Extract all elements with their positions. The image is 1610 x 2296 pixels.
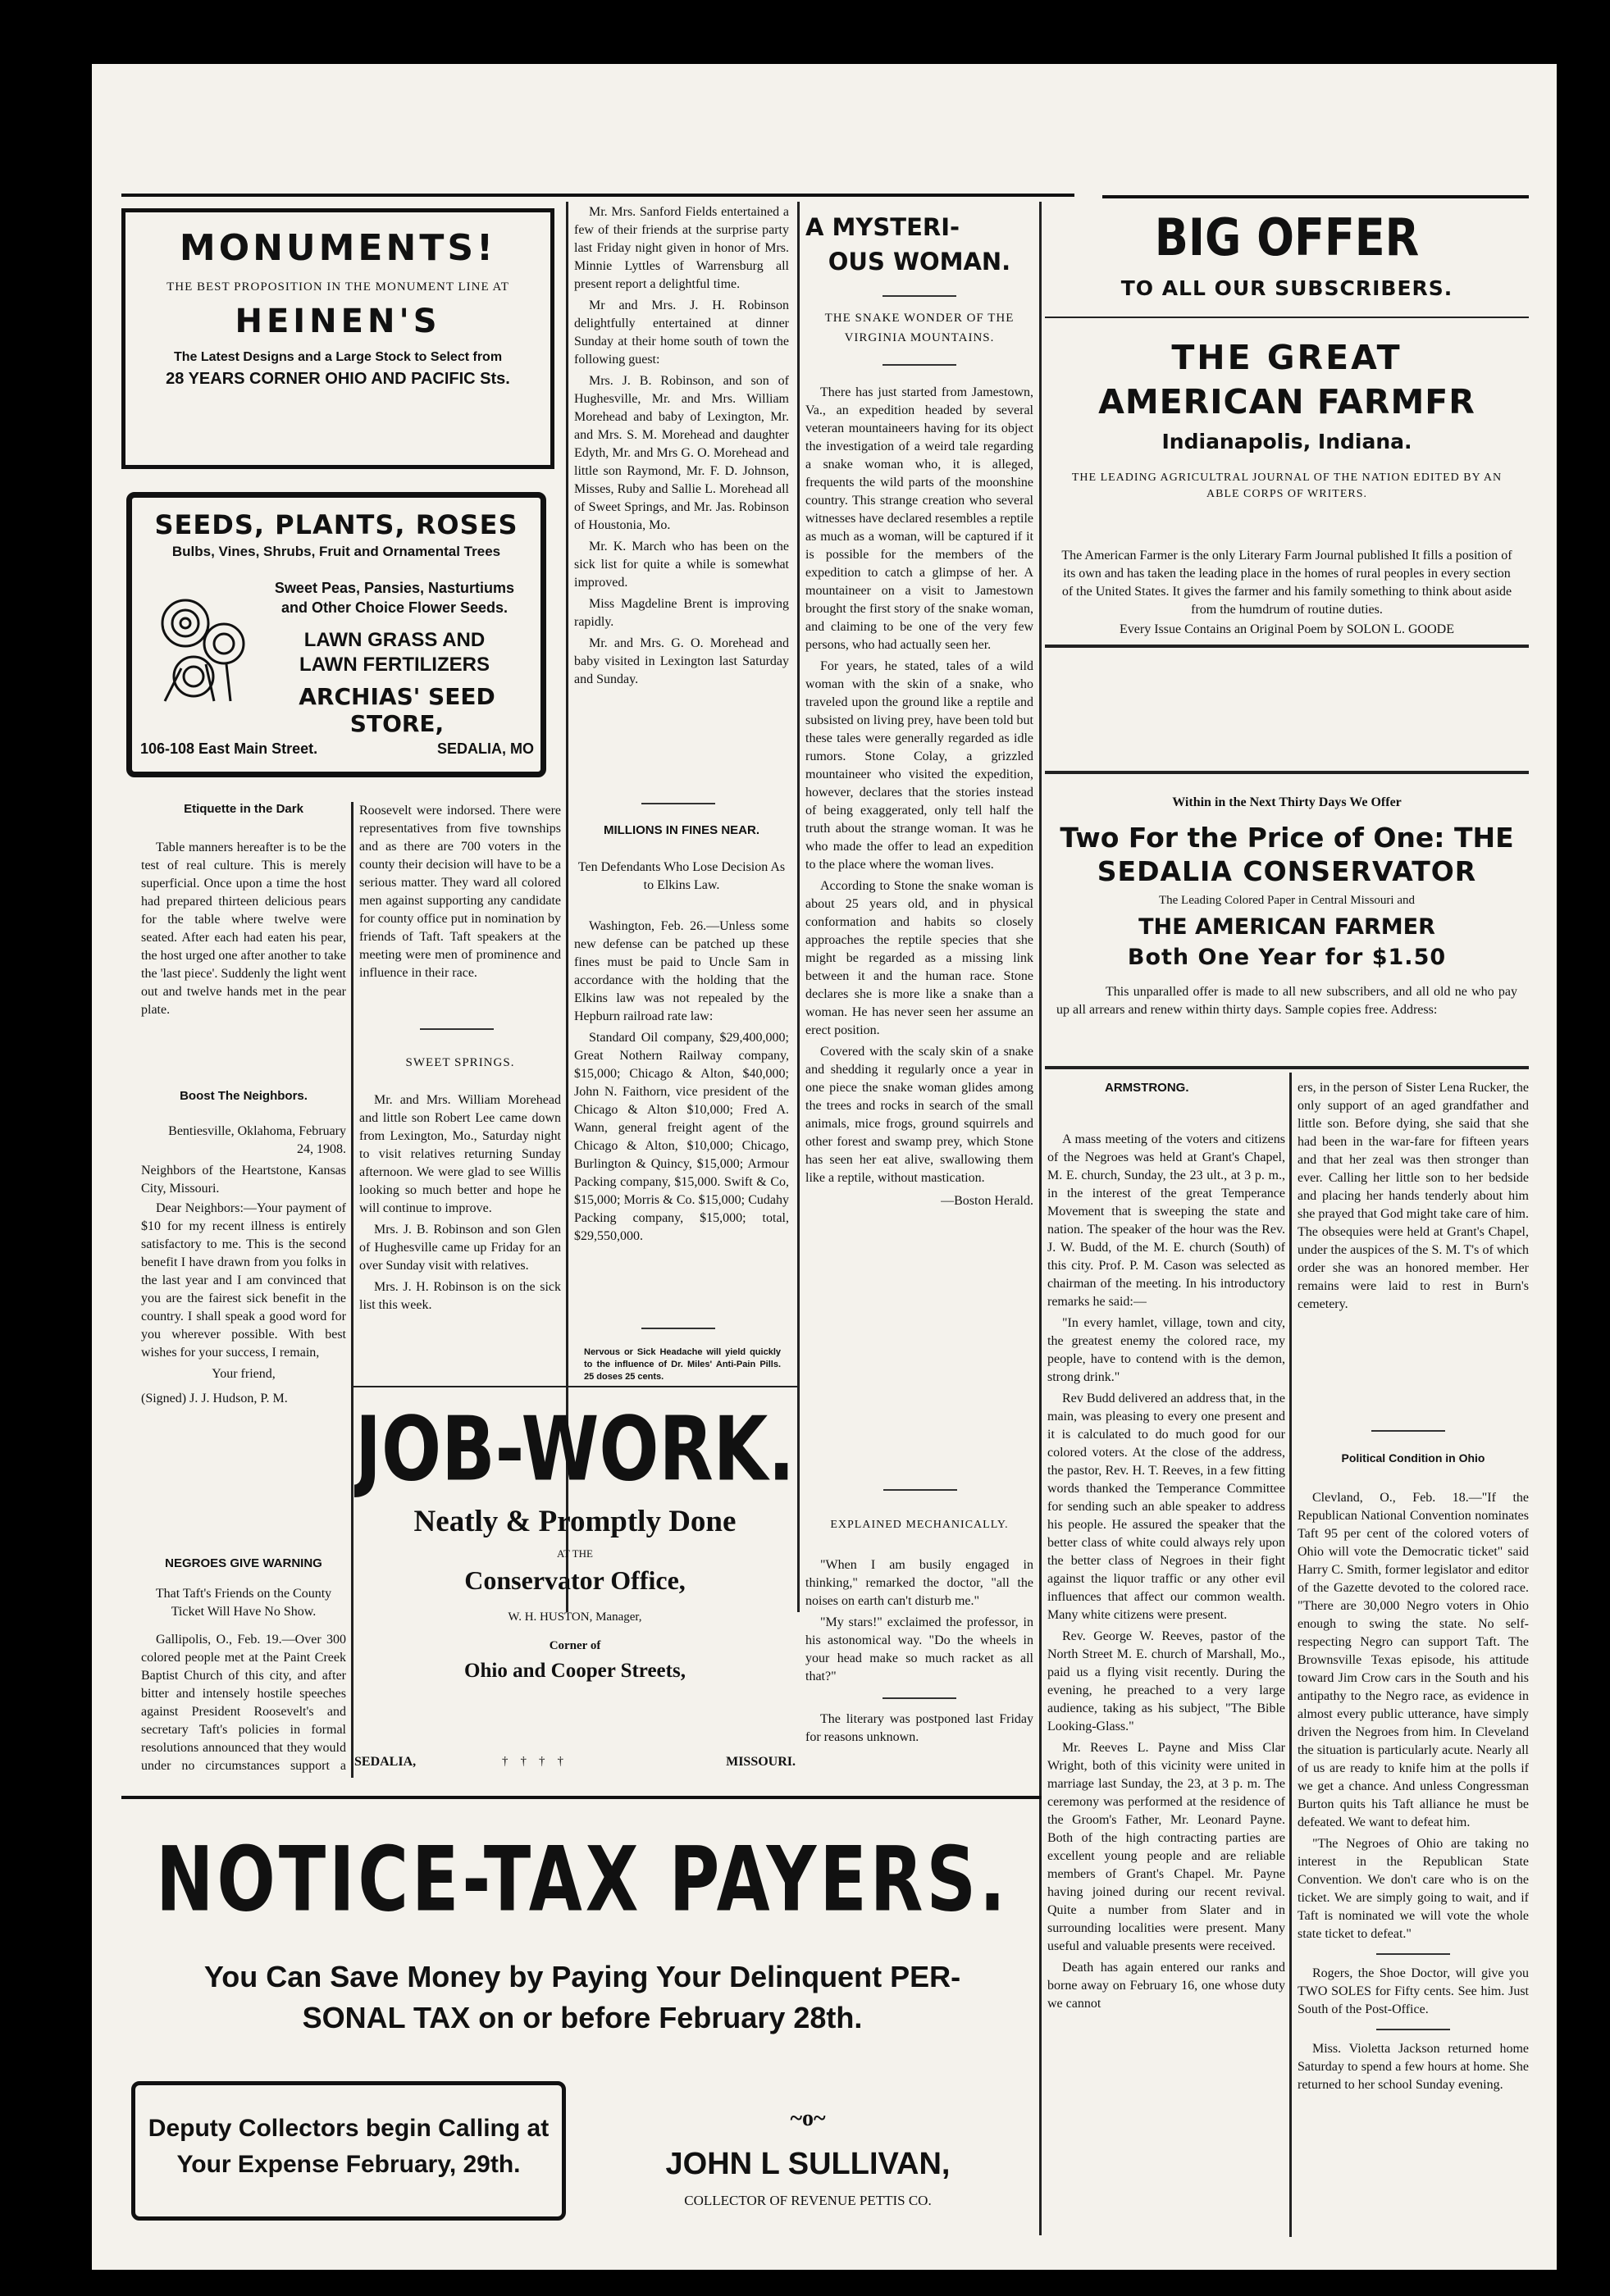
sweet-springs-title: SWEET SPRINGS. <box>405 1056 515 1069</box>
newspaper-page <box>92 64 1557 2270</box>
explained-title: EXPLAINED MECHANICALLY. <box>830 1519 1009 1531</box>
jobwork-line6: Ohio and Cooper Streets, <box>464 1660 686 1682</box>
political-p1: Clevland, O., Feb. 18.—"If the Republican National Convention nominates Taft 95 per cent of the colored voters of Ohio will vote the Democratic ticket" said Harry C. Smith, former legislator and editor of the Gazette devoted to the colored race. "There are 30,000 Negro voters in Ohio enough to swing the state. No self-respecting Negro can support Taft. The Brownsville Texas episode, his attitude toward Jim Crow cars in the South and his antipathy to the Negro race, as evidence in almost every public utterance, have simply driven the Negroes from him. In Cleveland the situation is particularly acute. Nearly all of us are ready to knife him at the polls if we get a chance. And unless Congressman Burton quits his Taft alliance he must be defeated. We want to defeat him. <box>1298 1491 1529 1829</box>
collector-office: COLLECTOR OF REVENUE PETTIS CO. <box>684 2193 932 2208</box>
millions-subtitle: Ten Defendants Who Lose Decision As to Elkins Law. <box>577 860 786 892</box>
negroes-warning-title: NEGROES GIVE WARNING <box>165 1556 322 1570</box>
two-for-one-offer <box>1045 786 1529 1064</box>
separator <box>1376 1953 1450 1955</box>
monuments-line3: 28 YEARS CORNER OHIO AND PACIFIC Sts. <box>166 370 510 388</box>
seeds-line3: and Other Choice Flower Seeds. <box>280 599 509 616</box>
negroes-warning-subtitle: That Taft's Friends on the County Ticket Will Have No Show. <box>155 1587 332 1619</box>
boost-dateline: Bentiesville, Oklahoma, February 24, 1908. <box>168 1124 346 1156</box>
armstrong-article <box>1047 1081 1285 2237</box>
sweet-springs-p3: Mrs. J. H. Robinson is on the sick list this week. <box>359 1280 561 1312</box>
big-offer-place: Indianapolis, Indiana. <box>1161 430 1412 453</box>
big-offer-paper2: AMERICAN FARMFR <box>1098 382 1475 421</box>
tax-title: NOTICE-TAX PAYERS. <box>156 1827 1009 1932</box>
etiquette-article <box>141 802 346 1064</box>
boost-closing: Your friend, <box>212 1367 276 1381</box>
seeds-address: 106-108 East Main Street. <box>140 740 318 757</box>
seeds-line2: Sweet Peas, Pansies, Nasturtiums <box>274 580 515 596</box>
political-article <box>1298 1442 1529 2237</box>
big-offer-title: BIG OFFER <box>1154 207 1420 267</box>
social-p5: Miss Magdeline Brent is improving rapidly. <box>574 597 789 629</box>
negroes-warning-text: Gallipolis, O., Feb. 19.—Over 300 colored people met at the Paint Creek Baptist Church of this city, and after bitter and intensely hostile speeches against President Roosevelt's and secretary Taft's policies in formal resolutions announced that they would under no circumstances support a <box>141 1633 346 1773</box>
monuments-line2: The Latest Designs and a Large Stock to Select from <box>173 350 503 364</box>
col6-top-text: ers, in the person of Sister Lena Rucker, the only support of an aged grandfather and little son. Before dying, she said that she had been in the war-fare for fifteen years and that her zeal was then stronger than ever. Calling her little son to her bedside and placing her hands tenderly about him she prayed that God might take care of him. The obsequies were held at Grant's Chapel, under the auspices of the S. M. T's of which order she was an honored member. Her remains were laid to rest in Burn's cemetery. <box>1298 1081 1529 1311</box>
big-offer-subtitle: TO ALL OUR SUBSCRIBERS. <box>1120 276 1453 300</box>
rule <box>1045 645 1529 648</box>
deputy-box <box>131 2081 566 2221</box>
big-offer-poem: Every Issue Contains an Original Poem by SOLON L. GOODE <box>1120 622 1454 636</box>
separator <box>883 1697 956 1699</box>
social-p1: Mr. Mrs. Sanford Fields entertained a few of their friends at the surprise party last Friday night given in honor of Mrs. Minnie Lyttles of Warrensburg all present report a delightful time. <box>574 205 789 291</box>
armstrong-p4: Rev. George W. Reeves, pastor of the North Street M. E. church of Marshall, Mo., paid us a flying visit recently. During the evening, he preached to a very large audience, taking as his subject, "The Bible Looking-Glass." <box>1047 1629 1285 1733</box>
mysterious-subtitle: THE SNAKE WONDER OF THE VIRGINIA MOUNTAINS. <box>824 312 1015 344</box>
millions-list: Standard Oil company, $29,400,000; Great Nothern Railway company, $15,000; Chicago & Alton, $40,000; John N. Faithorn, vice president of the Chicago & Alton $10,000; Fred A. Wann, general freight agent of the Chicago & Alton, $10,000; Chicago, Burlington & Quincy, $15,000; Armour Packing company, $15,000. Swift & Co, $15,000; Morris & Co. $15,000; Cudahy Packing company, $15,000; total, $29,550,000. <box>574 1031 789 1243</box>
miles-ad: Nervous or Sick Headache will yield quickly to the influence of Dr. Miles' Anti-Pain Pills. 25 doses 25 cents. <box>584 1347 781 1382</box>
separator <box>1376 2029 1450 2030</box>
separator <box>641 803 715 804</box>
seeds-title: SEEDS, PLANTS, ROSES <box>154 509 518 540</box>
rule <box>1045 317 1529 318</box>
mysterious-p3: According to Stone the snake woman is about 25 years old, and in physical conformation and habits so closely approaches the reptile species that she might be regarded as a missing link between it and the human race. Stone declares she is more like a snake than a woman. He has never seen her assume an erect position. <box>805 879 1033 1037</box>
seeds-line4: LAWN GRASS AND <box>303 629 486 651</box>
separator <box>641 1328 715 1329</box>
boost-title: Boost The Neighbors. <box>180 1089 308 1103</box>
explained-p1: "When I am busily engaged in thinking," remarked the doctor, "all the noises on earth can't disturb me." <box>805 1558 1033 1608</box>
jobwork-ad <box>354 1394 796 1779</box>
roosevelt-continued <box>359 802 561 1048</box>
big-offer-desc: THE LEADING AGRICULTRAL JOURNAL OF THE NATION EDITED BY AN ABLE CORPS OF WRITERS. <box>1071 472 1503 500</box>
seeds-city: SEDALIA, MO <box>436 740 534 757</box>
rucker-continued <box>1298 1079 1529 1415</box>
jobwork-title: JOB-WORK. <box>355 1398 795 1501</box>
negroes-warning-article <box>141 1556 346 1778</box>
boost-signature: (Signed) J. J. Hudson, P. M. <box>141 1392 288 1405</box>
separator <box>883 364 956 366</box>
boost-article <box>141 1089 346 1548</box>
top-rule-right <box>1102 195 1529 198</box>
jobwork-line4: W. H. HUSTON, Manager, <box>508 1610 642 1624</box>
explained-article <box>805 1499 1033 1786</box>
jobwork-top-rule <box>351 1386 798 1387</box>
tax-line2: SONAL TAX on or before February 28th. <box>302 2001 863 2034</box>
monuments-name: HEINEN'S <box>235 303 441 340</box>
column-rule <box>1289 1073 1292 2237</box>
armstrong-p3: Rev Budd delivered an address that, in the main, was pleasing to every one present and it is calculated to do much good for our colored voters. At the close of the address, the pastor, Rev. H. T. Reeves, in a few fitting words thanked the Temperance Committee for sending such an able speaker to address his people. He assured the speaker that the better class of white could always rely upon the better class of Negroes in their fight against the liquor traffic or any other evil influences that affect our common wealth. Many white citizens were present. <box>1047 1392 1285 1622</box>
offer2-line4: The Leading Colored Paper in Central Missouri and <box>1158 894 1415 907</box>
armstrong-p2: "In every hamlet, village, town and city, the greatest enemy the colored race, my people, have to contend with is the demon, strong drink." <box>1047 1316 1285 1384</box>
top-rule <box>121 194 1074 197</box>
seeds-line1: Bulbs, Vines, Shrubs, Fruit and Ornamental Trees <box>171 544 501 559</box>
millions-article <box>574 812 789 1320</box>
jobwork-line5: Corner of <box>549 1639 601 1652</box>
mysterious-p4: Covered with the scaly skin of a snake and shedding it regularly once a year in one piece the snake woman glides among the trees and rocks in search of the small animals, mice frogs, ground squirrels and other forest and swamp prey, which Stone has seen her eat alive, swallowing them like a reptile, without mastication. <box>805 1045 1033 1185</box>
political-p2: "The Negroes of Ohio are taking no interest in the Republican State Convention. We don't care who is on the ticket. We are simply going to wait, and if Taft is nominated we will vote the whole state ticket to defeat." <box>1298 1837 1529 1941</box>
social-p3: Mrs. J. B. Robinson, and son of Hughesville, Mr. and Mrs. William Morehead and baby of Lexington, Mr. and Mrs. S. M. Morehead and daughter Edyth, Mr. and Mrs G. O. Morehead and little son Raymond, Mr. F. D. Johnson, Misses, Ruby and Sallie L. Morehead all of Sweet Springs, and Mr. Jas. Robinson of Houstonia, Mo. <box>574 374 789 532</box>
armstrong-p5: Mr. Reeves L. Payne and Miss Clar Wright, both of this vicinity were united in marriage last Sunday, the 23, at 3 p. m. The ceremony was performed at the residence of the Groom's Father, Mr. Leonard Payne. Both of the high contracting parties are excellent young people and are reliable members of Grant's Chapel. Mr. Payne having joined during our recent revival. Quite a number from Slater and in surrounding localities were present. Many useful and valuable presents were received. <box>1047 1741 1285 1953</box>
mysterious-title2: OUS WOMAN. <box>828 248 1011 276</box>
jobwork-daggers: † † † † <box>502 1755 563 1768</box>
political-p4: Miss. Violetta Jackson returned home Saturday to spend a few hours at home. She returned to her school Sunday evening. <box>1298 2042 1529 2092</box>
armstrong-p1: A mass meeting of the voters and citizens of the Negroes was held at Grant's Chapel, M. E. church, Sunday, the 23 ult., at 3 p. m., in the interest of the great Temperance Movement that is sweeping the state and nation. The speaker of the hour was the Rev. J. W. Budd, of the M. E. church (South) of this city. Prof. P. M. Cason was selected as chairman of the meeting. In his introductory remarks he said:— <box>1047 1132 1285 1309</box>
rule <box>1045 771 1529 774</box>
mysterious-title1: A MYSTERI- <box>805 213 960 241</box>
ornament: ~o~ <box>790 2106 826 2131</box>
political-p3: Rogers, the Shoe Doctor, will give you TWO SOLES for Fifty cents. See him. Just South of the Post-Office. <box>1298 1966 1529 2016</box>
social-p6: Mr. and Mrs. G. O. Morehead and baby visited in Lexington last Saturday and Sunday. <box>574 636 789 686</box>
social-p2: Mr and Mrs. J. H. Robinson delightfully entertained at dinner Sunday at their home south of town the following guest: <box>574 298 789 367</box>
jobwork-city-right: MISSOURI. <box>726 1755 796 1769</box>
boost-salutation: Neighbors of the Heartstone, Kansas City, Missouri. <box>141 1164 346 1196</box>
monuments-ad <box>121 208 554 469</box>
jobwork-city-left: SEDALIA, <box>354 1755 417 1769</box>
social-p4: Mr. K. March who has been on the sick list for quite a while is somewhat improved. <box>574 540 789 590</box>
armstrong-title: ARMSTRONG. <box>1105 1081 1189 1095</box>
jobwork-line3: Conservator Office, <box>464 1565 686 1595</box>
armstrong-p6: Death has again entered our ranks and borne away on February 16, one whose duty we cannot <box>1047 1961 1285 2011</box>
big-offer-text: The American Farmer is the only Literary Farm Journal published It fills a position of its own and has taken the leading place in the homes of rural peoples in every section of the United States. It gives the farmer and his family something to think about aside from the humdrum of routine duties. <box>1061 549 1512 617</box>
offer2-line3: SEDALIA CONSERVATOR <box>1097 855 1477 887</box>
sweet-springs-p2: Mrs. J. B. Robinson and son Glen of Hughesville came up Friday for an over Sunday visit with relatives. <box>359 1223 561 1273</box>
rule <box>1045 1066 1529 1069</box>
political-title: Political Condition in Ohio <box>1341 1451 1485 1465</box>
tax-top-rule <box>121 1796 1042 1799</box>
mysterious-p1: There has just started from Jamestown, Va., an expedition headed by several veteran mountaineers having for its object the investigation of a weird tale regarding a snake woman who, it is alleged, frequents the wild parts of the moonshine country. This strange creation who several witnesses have declared resembles a reptile as much as a woman, will be captured if it is possible for the members of the expedition to catch a glimpse of her. A mountaineer on a visit to Jamestown brought the first story of the snake woman, and claiming to be one of the very few persons, who had actually seen her. <box>805 385 1033 652</box>
mysterious-woman-article <box>805 203 1033 1466</box>
deputy-line1: Deputy Collectors begin Calling at <box>148 2115 550 2142</box>
monuments-title: MONUMENTS! <box>179 227 497 269</box>
monuments-line1: THE BEST PROPOSITION IN THE MONUMENT LINE AT <box>166 280 509 294</box>
big-offer-paper1: THE GREAT <box>1171 338 1402 377</box>
millions-text: Washington, Feb. 26.—Unless some new defense can be patched up these fines must be paid to Uncle Sam in accordance with the holding that the Elkins law was not repealed by the Hepburn railroad rate law: <box>574 919 789 1023</box>
column-rule <box>351 802 353 1778</box>
col2-top-text: Roosevelt were indorsed. There were representatives from five townships and as there are 700 voters in the county their decision will have to be a serious matter. They ward all colored men against supporting any candidate for county office put in nomination by friends of Taft. Taft speakers at the meeting were men of prominence and influence in their race. <box>359 804 561 980</box>
offer2-line2: Two For the Price of One: THE <box>1060 822 1514 854</box>
offer2-line6: Both One Year for $1.50 <box>1127 945 1447 970</box>
sweet-springs-p1: Mr. and Mrs. William Morehead and little son Robert Lee came down from Lexington, Mo., Saturday night to visit relatives returning Sunday afternoon. We were glad to see Willis looking so much better and hope he will continue to improve. <box>359 1093 561 1215</box>
boost-text: Dear Neighbors:—Your payment of $10 for my recent illness is entirely satisfactory to me. This is the second benefit I have drawn from you folks in the last year and I am convinced that you are the fairest sick benefit in the country. I shall speak a good word for you wherever possible. With best wishes for your success, I remain, <box>141 1201 346 1360</box>
separator <box>883 1489 957 1491</box>
etiquette-title: Etiquette in the Dark <box>184 802 303 816</box>
separator <box>420 1028 494 1030</box>
jobwork-line2: AT THE <box>557 1547 593 1560</box>
sweet-springs-article <box>359 1056 561 1401</box>
deputy-line2: Your Expense February, 29th. <box>176 2151 521 2178</box>
seeds-ad <box>126 492 546 777</box>
millions-title: MILLIONS IN FINES NEAR. <box>603 823 759 837</box>
column-rule <box>1039 202 1042 2235</box>
separator <box>1371 1430 1445 1432</box>
collector-name: JOHN L SULLIVAN, <box>665 2147 951 2181</box>
offer2-line1: Within in the Next Thirty Days We Offer <box>1172 795 1402 809</box>
explained-p2: "My stars!" exclaimed the professor, in his astonomical way. "Do the wheels in your head make so much racket as all that?" <box>805 1615 1033 1683</box>
tax-line1: You Can Save Money by Paying Your Delinquent PER- <box>203 1960 961 1993</box>
seeds-store: ARCHIAS' SEED STORE, <box>299 683 495 737</box>
offer2-line5: THE AMERICAN FARMER <box>1138 914 1435 940</box>
rose-illustration-icon <box>148 586 255 709</box>
tax-notice-ad <box>131 1811 1033 2237</box>
seeds-line5: LAWN FERTILIZERS <box>299 654 490 676</box>
mysterious-p2: For years, he stated, tales of a wild woman with the skin of a snake, who traveled upon the ground like a reptile and subsisted on living prey, have been told but these tales were generally regarded as idle rumors. Stone Colay, a grizzled mountaineer who visited the expedition, however, declares that the stories instead of being exaggerated, only tell half the truth about the strange woman. It was he who made the offer to lead an expedition to the place where the woman lives. <box>805 659 1033 872</box>
column-rule <box>797 202 800 1612</box>
separator <box>883 295 956 297</box>
etiquette-text: Table manners hereafter is to be the test of real culture. This is merely superficial. Once upon a time the host had prepared thirteen delicious pears for the table where twelve were seated. After each had eaten his pear, the host urged one after another to take the 'last piece'. Suddenly the light went out and twelve hands met in the pear plate. <box>141 840 346 1017</box>
mysterious-source: —Boston Herald. <box>941 1194 1033 1208</box>
social-column <box>574 203 789 769</box>
offer2-text: This unparalled offer is made to all new subscribers, and all old ne who pay up all arrears and renew within thirty days. Sample copies free. Address: <box>1056 985 1517 1017</box>
jobwork-line1: Neatly & Promptly Done <box>413 1505 737 1538</box>
explained-p3: The literary was postponed last Friday for reasons unknown. <box>805 1712 1033 1744</box>
